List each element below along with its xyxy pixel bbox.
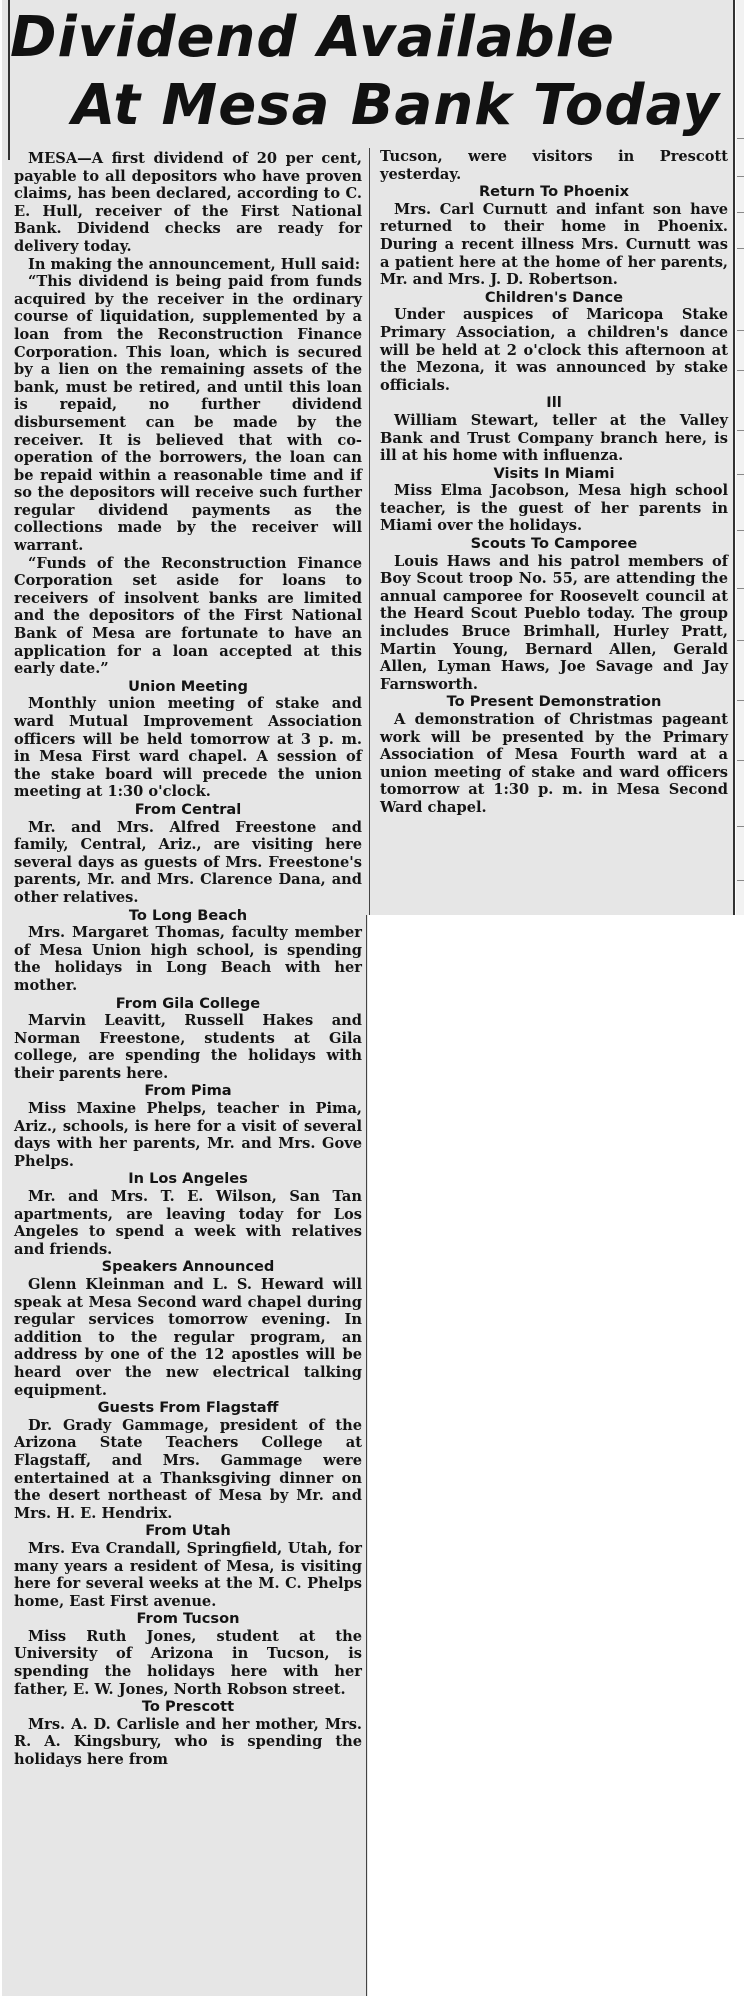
adjacent-column-fragment [737, 474, 744, 475]
subhead-from-gila-college: From Gila College [115, 994, 261, 1012]
subhead-childrens-dance: Children's Dance [484, 288, 624, 306]
adjacent-column-fragment [737, 248, 744, 249]
article-column-right [380, 148, 728, 817]
news-item-paragraph: Mrs. A. D. Carlisle and her mother, Mrs. R. A. Kingsbury, who is spending the holidays here from [14, 1715, 362, 1769]
adjacent-column-fragment [737, 640, 744, 641]
news-item-paragraph: Mrs. Carl Curnutt and infant son have returned to their home in Phoenix. During a recent illness Mrs. Curnutt was a patient here at the home of her parents, Mr. and Mrs. J. D. Robertson. [380, 200, 728, 289]
adjacent-column-fragment [737, 212, 744, 213]
article-column-left [14, 150, 362, 1769]
subhead-from-utah: From Utah [145, 1522, 231, 1540]
headline-line-1: Dividend Available [10, 5, 615, 70]
news-item-paragraph: Marvin Leavitt, Russell Hakes and Norman Freestone, students at Gila college, are spending the holidays with their parents here. [14, 1012, 362, 1082]
subhead-ill: Ill [546, 394, 562, 412]
subhead-scouts-to-camporee: Scouts To Camporee [470, 535, 638, 553]
adjacent-column-fragment [737, 588, 744, 589]
headline-line-2: At Mesa Bank Today [72, 73, 721, 138]
adjacent-column-fragment [737, 700, 744, 701]
news-item-paragraph: Miss Elma Jacobson, Mesa high school teacher, is the guest of her parents in Miami over the holidays. [380, 482, 728, 535]
news-item-paragraph: A demonstration of Christmas pageant work will be presented by the Primary Association of Mesa Fourth ward at a union meeting of stake and ward officers tomorrow at 1:30 p. m. in Mesa Second Ward chapel. [380, 711, 728, 816]
adjacent-column-fragment [737, 826, 744, 827]
adjacent-column-fragment [737, 760, 744, 761]
adjacent-column-fragment [737, 370, 744, 371]
news-item-paragraph: William Stewart, teller at the Valley Bank and Trust Company branch here, is ill at his home with influenza. [380, 411, 728, 465]
news-item-paragraph: Mr. and Mrs. Alfred Freestone and family, Central, Ariz., are visiting here several days as guests of Mrs. Freestone's parents, Mr. and Mrs. Clarence Dana, and other relatives. [14, 818, 362, 906]
adjacent-column-fragment [737, 430, 744, 431]
column-divider [369, 148, 370, 915]
subhead-to-present-demonstration: To Present Demonstration [446, 693, 662, 711]
subhead-from-tucson: From Tucson [136, 1610, 240, 1628]
news-item-paragraph: Glenn Kleinman and L. S. Heward will speak at Mesa Second ward chapel during regular services tomorrow evening. In addition to the regular program, an address by one of the 12 apostles will be heard over the new electrical talking equipment. [14, 1276, 362, 1399]
news-item-paragraph: Under auspices of Maricopa Stake Primary Association, a children's dance will be held at 2 o'clock this afternoon at the Mezona, it was announced by stake officials. [380, 306, 728, 394]
right-border-rule [733, 0, 735, 915]
article-paragraph: In making the announcement, Hull said: [28, 255, 361, 273]
lower-right-border [366, 915, 367, 1996]
adjacent-column-fragment [737, 880, 744, 881]
news-item-paragraph: Dr. Grady Gammage, president of the Arizona State Teachers College at Flagstaff, and Mrs. Gammage were entertained at a Thanksgiving dinner on the desert northeast of Mesa by Mr. and Mrs. H. E. Hendrix. [14, 1416, 362, 1522]
article-quote-paragraph: “This dividend is being paid from funds acquired by the receiver in the ordinary course of liquidation, supplemented by a loan from the Reconstruction Finance Corporation. This loan, which is secured by a lien on the remaining assets of the bank, must be retired, and until this loan is repaid, no further dividend disbursement can be made by the receiver. It is believed that with co-operation of the borrowers, the loan can be repaid within a reasonable time and if so the depositors will receive such further regular dividend payments as the collections made by the receiver will warrant. [14, 273, 362, 555]
continued-paragraph: Tucson, were visitors in Prescott yesterday. [380, 148, 728, 183]
subhead-union-meeting: Union Meeting [128, 677, 248, 695]
adjacent-column-fragment [737, 330, 744, 331]
adjacent-column-fragment [737, 138, 744, 139]
subhead-to-prescott: To Prescott [141, 1698, 235, 1716]
news-item-paragraph: Mrs. Margaret Thomas, faculty member of Mesa Union high school, is spending the holidays in Long Beach with her mother. [14, 924, 362, 994]
headline [10, 0, 732, 148]
news-item-paragraph: Monthly union meeting of stake and ward Mutual Improvement Association officers will be held tomorrow at 3 p. m. in Mesa First ward chapel. A session of the stake board will precede the union meeting at 1:30 o'clock. [14, 695, 362, 801]
subhead-from-pima: From Pima [144, 1082, 232, 1100]
subhead-in-los-angeles: In Los Angeles [128, 1170, 248, 1188]
subhead-speakers-announced: Speakers Announced [101, 1258, 275, 1276]
article-quote-paragraph: “Funds of the Reconstruction Finance Corporation set aside for loans to receivers of insolvent banks are limited and the depositors of the First National Bank of Mesa are fortunate to have an application for a loan accepted at this early date.” [14, 554, 362, 678]
adjacent-column-fragment [737, 176, 744, 177]
subhead-guests-from-flagstaff: Guests From Flagstaff [97, 1399, 279, 1417]
subhead-return-to-phoenix: Return To Phoenix [478, 183, 630, 201]
adjacent-column-fragment [737, 530, 744, 531]
news-item-paragraph: Miss Ruth Jones, student at the University of Arizona in Tucson, is spending the holidays here with her father, E. W. Jones, North Robson street. [14, 1627, 362, 1698]
news-item-paragraph: Miss Maxine Phelps, teacher in Pima, Ariz., schools, is here for a visit of several days with her parents, Mr. and Mrs. Gove Phelps. [14, 1100, 362, 1170]
news-item-paragraph: Mrs. Eva Crandall, Springfield, Utah, for many years a resident of Mesa, is visiting here for several weeks at the M. C. Phelps home, East First avenue. [14, 1539, 362, 1610]
subhead-to-long-beach: To Long Beach [128, 906, 248, 924]
subhead-from-central: From Central [134, 800, 242, 818]
news-item-paragraph: Mr. and Mrs. T. E. Wilson, San Tan apartments, are leaving today for Los Angeles to spend a week with relatives and friends. [14, 1188, 362, 1258]
article-lead-paragraph: MESA—A first dividend of 20 per cent, payable to all depositors who have proven claims, has been declared, according to C. E. Hull, receiver of the First National Bank. Dividend checks are ready for delivery today. [14, 150, 362, 255]
subhead-visits-in-miami: Visits In Miami [493, 464, 615, 482]
news-item-paragraph: Louis Haws and his patrol members of Boy Scout troop No. 55, are attending the annual camporee for Roosevelt council at the Heard Scout Pueblo today. The group includes Bruce Brimhall, Hurley Pratt, Martin Young, Bernard Allen, Gerald Allen, Lyman Haws, Joe Savage and Jay Farnsworth. [380, 552, 728, 693]
